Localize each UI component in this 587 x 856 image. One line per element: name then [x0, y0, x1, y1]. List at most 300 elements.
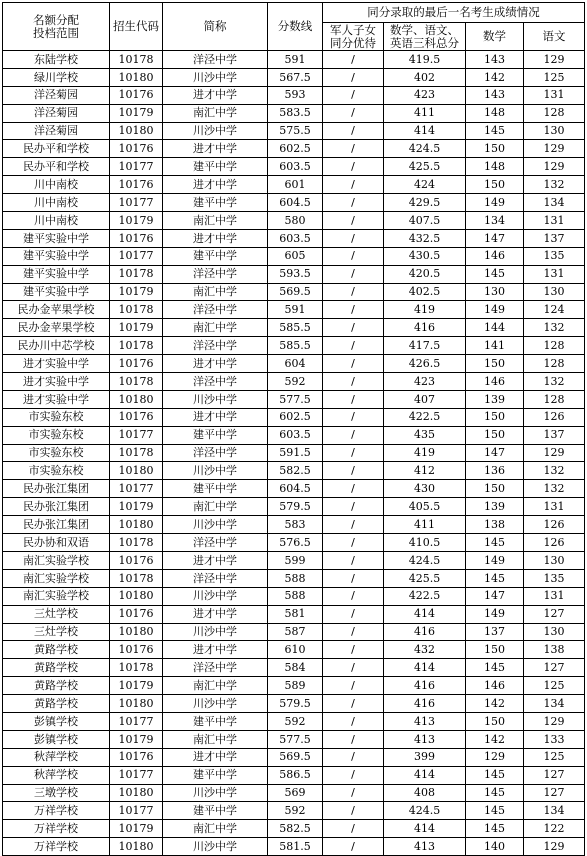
code-cell: 10179: [110, 498, 163, 516]
region-cell: 南汇实验学校: [3, 587, 110, 605]
score-cell: 592: [268, 712, 323, 730]
abbr-cell: 洋泾中学: [163, 337, 268, 355]
math-cell: 145: [466, 802, 524, 820]
table-row: [3, 408, 585, 426]
abbr-cell: 进才中学: [163, 641, 268, 659]
abbr-cell: 建平中学: [163, 247, 268, 265]
code-cell: 10176: [110, 140, 163, 158]
total3-cell: 416: [384, 623, 466, 641]
abbr-cell: 进才中学: [163, 551, 268, 569]
chinese-cell: 126: [524, 516, 585, 534]
header-group: 同分录取的最后一名考生成绩情况: [323, 3, 585, 23]
score-cell: 588: [268, 569, 323, 587]
total3-cell: 432.5: [384, 229, 466, 247]
military-cell: /: [323, 355, 384, 373]
total3-cell: 419.5: [384, 51, 466, 69]
chinese-cell: 130: [524, 551, 585, 569]
total3-cell: 422.5: [384, 408, 466, 426]
abbr-cell: 建平中学: [163, 802, 268, 820]
code-cell: 10176: [110, 86, 163, 104]
table-row: [3, 194, 585, 212]
region-cell: 民办川中芯学校: [3, 337, 110, 355]
math-cell: 149: [466, 551, 524, 569]
code-cell: 10179: [110, 212, 163, 230]
military-cell: /: [323, 444, 384, 462]
table-row: [3, 605, 585, 623]
score-cell: 601: [268, 176, 323, 194]
abbr-cell: 川沙中学: [163, 784, 268, 802]
military-cell: /: [323, 426, 384, 444]
chinese-cell: 131: [524, 265, 585, 283]
score-cell: 592: [268, 802, 323, 820]
math-cell: 145: [466, 569, 524, 587]
region-cell: 三墩学校: [3, 784, 110, 802]
total3-cell: 424.5: [384, 140, 466, 158]
table-row: [3, 337, 585, 355]
math-cell: 147: [466, 444, 524, 462]
region-cell: 进才实验中学: [3, 373, 110, 391]
math-cell: 150: [466, 712, 524, 730]
region-cell: 建平实验中学: [3, 283, 110, 301]
score-cell: 579.5: [268, 498, 323, 516]
code-cell: 10178: [110, 534, 163, 552]
military-cell: /: [323, 766, 384, 784]
military-cell: /: [323, 659, 384, 677]
total3-cell: 416: [384, 319, 466, 337]
table-row: [3, 748, 585, 766]
code-cell: 10177: [110, 712, 163, 730]
region-cell: 进才实验中学: [3, 355, 110, 373]
table-header: [3, 3, 585, 51]
total3-cell: 423: [384, 373, 466, 391]
region-cell: 市实验东校: [3, 462, 110, 480]
code-cell: 10180: [110, 122, 163, 140]
score-cell: 591: [268, 301, 323, 319]
abbr-cell: 进才中学: [163, 176, 268, 194]
table-row: [3, 534, 585, 552]
region-cell: 川中南校: [3, 194, 110, 212]
table-row: [3, 587, 585, 605]
region-cell: 黄路学校: [3, 677, 110, 695]
score-cell: 577.5: [268, 390, 323, 408]
total3-cell: 414: [384, 766, 466, 784]
code-cell: 10177: [110, 426, 163, 444]
total3-cell: 419: [384, 444, 466, 462]
score-cell: 585.5: [268, 337, 323, 355]
code-cell: 10180: [110, 838, 163, 856]
region-cell: 绿川学校: [3, 68, 110, 86]
abbr-cell: 洋泾中学: [163, 659, 268, 677]
score-cell: 602.5: [268, 408, 323, 426]
code-cell: 10180: [110, 623, 163, 641]
score-cell: 580: [268, 212, 323, 230]
code-cell: 10177: [110, 802, 163, 820]
code-cell: 10180: [110, 390, 163, 408]
region-cell: 民办平和学校: [3, 140, 110, 158]
region-cell: 彭镇学校: [3, 712, 110, 730]
abbr-cell: 进才中学: [163, 140, 268, 158]
total3-cell: 413: [384, 730, 466, 748]
math-cell: 142: [466, 730, 524, 748]
math-cell: 145: [466, 820, 524, 838]
military-cell: /: [323, 498, 384, 516]
military-cell: /: [323, 838, 384, 856]
code-cell: 10178: [110, 265, 163, 283]
military-cell: /: [323, 301, 384, 319]
math-cell: 130: [466, 283, 524, 301]
total3-cell: 405.5: [384, 498, 466, 516]
region-cell: 三灶学校: [3, 623, 110, 641]
math-cell: 145: [466, 122, 524, 140]
total3-cell: 412: [384, 462, 466, 480]
abbr-cell: 进才中学: [163, 408, 268, 426]
total3-cell: 416: [384, 677, 466, 695]
score-cell: 604.5: [268, 480, 323, 498]
region-cell: 民办金苹果学校: [3, 319, 110, 337]
region-cell: 民办张江集团: [3, 516, 110, 534]
region-cell: 东陆学校: [3, 51, 110, 69]
military-cell: /: [323, 176, 384, 194]
table-row: [3, 176, 585, 194]
total3-cell: 411: [384, 104, 466, 122]
military-cell: /: [323, 695, 384, 713]
military-cell: /: [323, 319, 384, 337]
score-cell: 588: [268, 587, 323, 605]
math-cell: 150: [466, 355, 524, 373]
military-cell: /: [323, 51, 384, 69]
score-cell: 576.5: [268, 534, 323, 552]
total3-cell: 413: [384, 838, 466, 856]
score-cell: 582.5: [268, 820, 323, 838]
table-row: [3, 766, 585, 784]
total3-cell: 425.5: [384, 569, 466, 587]
military-cell: /: [323, 534, 384, 552]
military-cell: /: [323, 283, 384, 301]
region-cell: 洋泾菊园: [3, 122, 110, 140]
math-cell: 146: [466, 247, 524, 265]
math-cell: 145: [466, 766, 524, 784]
chinese-cell: 127: [524, 766, 585, 784]
chinese-cell: 130: [524, 283, 585, 301]
table-row: [3, 140, 585, 158]
score-cell: 603.5: [268, 229, 323, 247]
math-cell: 139: [466, 390, 524, 408]
table-row: [3, 551, 585, 569]
table-row: [3, 730, 585, 748]
chinese-cell: 138: [524, 641, 585, 659]
chinese-cell: 122: [524, 820, 585, 838]
code-cell: 10180: [110, 462, 163, 480]
score-cell: 589: [268, 677, 323, 695]
abbr-cell: 建平中学: [163, 194, 268, 212]
score-cell: 610: [268, 641, 323, 659]
chinese-cell: 125: [524, 677, 585, 695]
abbr-cell: 南汇中学: [163, 104, 268, 122]
header-abbr: 简称: [163, 3, 268, 51]
score-cell: 593.5: [268, 265, 323, 283]
table-row: [3, 784, 585, 802]
total3-cell: 411: [384, 516, 466, 534]
math-cell: 140: [466, 838, 524, 856]
total3-cell: 413: [384, 712, 466, 730]
region-cell: 市实验东校: [3, 426, 110, 444]
math-cell: 137: [466, 623, 524, 641]
table-row: [3, 390, 585, 408]
math-cell: 150: [466, 408, 524, 426]
table-row: [3, 265, 585, 283]
table-row: [3, 122, 585, 140]
score-cell: 567.5: [268, 68, 323, 86]
code-cell: 10178: [110, 301, 163, 319]
table-row: [3, 68, 585, 86]
code-cell: 10180: [110, 784, 163, 802]
chinese-cell: 125: [524, 748, 585, 766]
table-row: [3, 426, 585, 444]
region-cell: 川中南校: [3, 212, 110, 230]
table-row: [3, 480, 585, 498]
score-cell: 602.5: [268, 140, 323, 158]
score-cell: 585.5: [268, 319, 323, 337]
table-row: [3, 319, 585, 337]
score-cell: 579.5: [268, 695, 323, 713]
math-cell: 134: [466, 212, 524, 230]
score-cell: 603.5: [268, 158, 323, 176]
score-cell: 591: [268, 51, 323, 69]
abbr-cell: 川沙中学: [163, 623, 268, 641]
military-cell: /: [323, 373, 384, 391]
chinese-cell: 127: [524, 605, 585, 623]
total3-cell: 402.5: [384, 283, 466, 301]
region-cell: 秋萍学校: [3, 748, 110, 766]
table-body: [3, 51, 585, 856]
military-cell: /: [323, 605, 384, 623]
chinese-cell: 129: [524, 838, 585, 856]
total3-cell: 424.5: [384, 802, 466, 820]
military-cell: /: [323, 194, 384, 212]
abbr-cell: 南汇中学: [163, 730, 268, 748]
abbr-cell: 洋泾中学: [163, 373, 268, 391]
total3-cell: 422.5: [384, 587, 466, 605]
score-cell: 604.5: [268, 194, 323, 212]
region-cell: 民办张江集团: [3, 480, 110, 498]
region-cell: 南汇实验学校: [3, 551, 110, 569]
header-region: 名额分配 投档范围: [3, 3, 110, 51]
code-cell: 10176: [110, 641, 163, 659]
score-cell: 587: [268, 623, 323, 641]
score-cell: 603.5: [268, 426, 323, 444]
table-row: [3, 695, 585, 713]
chinese-cell: 129: [524, 712, 585, 730]
code-cell: 10176: [110, 408, 163, 426]
header-score: 分数线: [268, 3, 323, 51]
abbr-cell: 进才中学: [163, 229, 268, 247]
region-cell: 建平实验中学: [3, 265, 110, 283]
region-cell: 民办平和学校: [3, 158, 110, 176]
military-cell: /: [323, 104, 384, 122]
table-row: [3, 104, 585, 122]
military-cell: /: [323, 802, 384, 820]
header-military: 军人子女 同分优待: [323, 23, 384, 51]
military-cell: /: [323, 212, 384, 230]
chinese-cell: 132: [524, 480, 585, 498]
code-cell: 10176: [110, 176, 163, 194]
math-cell: 148: [466, 158, 524, 176]
chinese-cell: 124: [524, 301, 585, 319]
region-cell: 建平实验中学: [3, 229, 110, 247]
region-cell: 民办张江集团: [3, 498, 110, 516]
military-cell: /: [323, 712, 384, 730]
header-total3: 数学、语文、 英语三科总分: [384, 23, 466, 51]
abbr-cell: 建平中学: [163, 426, 268, 444]
abbr-cell: 洋泾中学: [163, 569, 268, 587]
math-cell: 150: [466, 426, 524, 444]
military-cell: /: [323, 247, 384, 265]
military-cell: /: [323, 820, 384, 838]
military-cell: /: [323, 390, 384, 408]
abbr-cell: 川沙中学: [163, 122, 268, 140]
math-cell: 149: [466, 194, 524, 212]
header-code: 招生代码: [110, 3, 163, 51]
abbr-cell: 川沙中学: [163, 516, 268, 534]
military-cell: /: [323, 641, 384, 659]
total3-cell: 430: [384, 480, 466, 498]
total3-cell: 420.5: [384, 265, 466, 283]
table-row: [3, 802, 585, 820]
table-row: [3, 820, 585, 838]
table-row: [3, 712, 585, 730]
abbr-cell: 进才中学: [163, 355, 268, 373]
military-cell: /: [323, 623, 384, 641]
chinese-cell: 127: [524, 659, 585, 677]
total3-cell: 429.5: [384, 194, 466, 212]
total3-cell: 414: [384, 605, 466, 623]
total3-cell: 414: [384, 659, 466, 677]
math-cell: 150: [466, 641, 524, 659]
military-cell: /: [323, 408, 384, 426]
abbr-cell: 南汇中学: [163, 283, 268, 301]
military-cell: /: [323, 730, 384, 748]
score-cell: 569.5: [268, 283, 323, 301]
table-row: [3, 355, 585, 373]
chinese-cell: 126: [524, 408, 585, 426]
abbr-cell: 南汇中学: [163, 677, 268, 695]
table-row: [3, 301, 585, 319]
region-cell: 黄路学校: [3, 659, 110, 677]
region-cell: 万祥学校: [3, 802, 110, 820]
abbr-cell: 南汇中学: [163, 820, 268, 838]
math-cell: 138: [466, 516, 524, 534]
math-cell: 150: [466, 140, 524, 158]
table-row: [3, 569, 585, 587]
code-cell: 10180: [110, 587, 163, 605]
chinese-cell: 129: [524, 158, 585, 176]
math-cell: 139: [466, 498, 524, 516]
code-cell: 10180: [110, 516, 163, 534]
region-cell: 万祥学校: [3, 820, 110, 838]
military-cell: /: [323, 68, 384, 86]
code-cell: 10178: [110, 373, 163, 391]
code-cell: 10176: [110, 355, 163, 373]
header-math: 数学: [466, 23, 524, 51]
table-row: [3, 498, 585, 516]
region-cell: 秋萍学校: [3, 766, 110, 784]
abbr-cell: 川沙中学: [163, 68, 268, 86]
table-row: [3, 838, 585, 856]
total3-cell: 425.5: [384, 158, 466, 176]
region-cell: 建平实验中学: [3, 247, 110, 265]
abbr-cell: 南汇中学: [163, 498, 268, 516]
chinese-cell: 130: [524, 623, 585, 641]
chinese-cell: 131: [524, 587, 585, 605]
chinese-cell: 126: [524, 534, 585, 552]
region-cell: 黄路学校: [3, 695, 110, 713]
score-cell: 593: [268, 86, 323, 104]
chinese-cell: 132: [524, 319, 585, 337]
table-row: [3, 516, 585, 534]
chinese-cell: 127: [524, 784, 585, 802]
math-cell: 146: [466, 373, 524, 391]
table-row: [3, 283, 585, 301]
chinese-cell: 134: [524, 194, 585, 212]
math-cell: 141: [466, 337, 524, 355]
abbr-cell: 川沙中学: [163, 587, 268, 605]
region-cell: 南汇实验学校: [3, 569, 110, 587]
score-cell: 569: [268, 784, 323, 802]
abbr-cell: 进才中学: [163, 605, 268, 623]
code-cell: 10179: [110, 104, 163, 122]
chinese-cell: 128: [524, 390, 585, 408]
code-cell: 10177: [110, 158, 163, 176]
region-cell: 市实验东校: [3, 408, 110, 426]
score-cell: 569.5: [268, 748, 323, 766]
chinese-cell: 129: [524, 140, 585, 158]
math-cell: 145: [466, 534, 524, 552]
math-cell: 148: [466, 104, 524, 122]
table-row: [3, 462, 585, 480]
table-row: [3, 677, 585, 695]
chinese-cell: 132: [524, 176, 585, 194]
total3-cell: 419: [384, 301, 466, 319]
military-cell: /: [323, 516, 384, 534]
total3-cell: 402: [384, 68, 466, 86]
chinese-cell: 133: [524, 730, 585, 748]
total3-cell: 410.5: [384, 534, 466, 552]
total3-cell: 408: [384, 784, 466, 802]
total3-cell: 430.5: [384, 247, 466, 265]
code-cell: 10177: [110, 766, 163, 784]
code-cell: 10176: [110, 605, 163, 623]
math-cell: 149: [466, 301, 524, 319]
code-cell: 10180: [110, 695, 163, 713]
math-cell: 149: [466, 605, 524, 623]
total3-cell: 416: [384, 695, 466, 713]
code-cell: 10176: [110, 229, 163, 247]
math-cell: 144: [466, 319, 524, 337]
chinese-cell: 131: [524, 86, 585, 104]
score-cell: 575.5: [268, 122, 323, 140]
abbr-cell: 川沙中学: [163, 462, 268, 480]
code-cell: 10178: [110, 659, 163, 677]
region-cell: 市实验东校: [3, 444, 110, 462]
chinese-cell: 134: [524, 695, 585, 713]
chinese-cell: 129: [524, 51, 585, 69]
abbr-cell: 洋泾中学: [163, 301, 268, 319]
math-cell: 136: [466, 462, 524, 480]
abbr-cell: 川沙中学: [163, 390, 268, 408]
score-cell: 581: [268, 605, 323, 623]
total3-cell: 424.5: [384, 551, 466, 569]
code-cell: 10179: [110, 677, 163, 695]
